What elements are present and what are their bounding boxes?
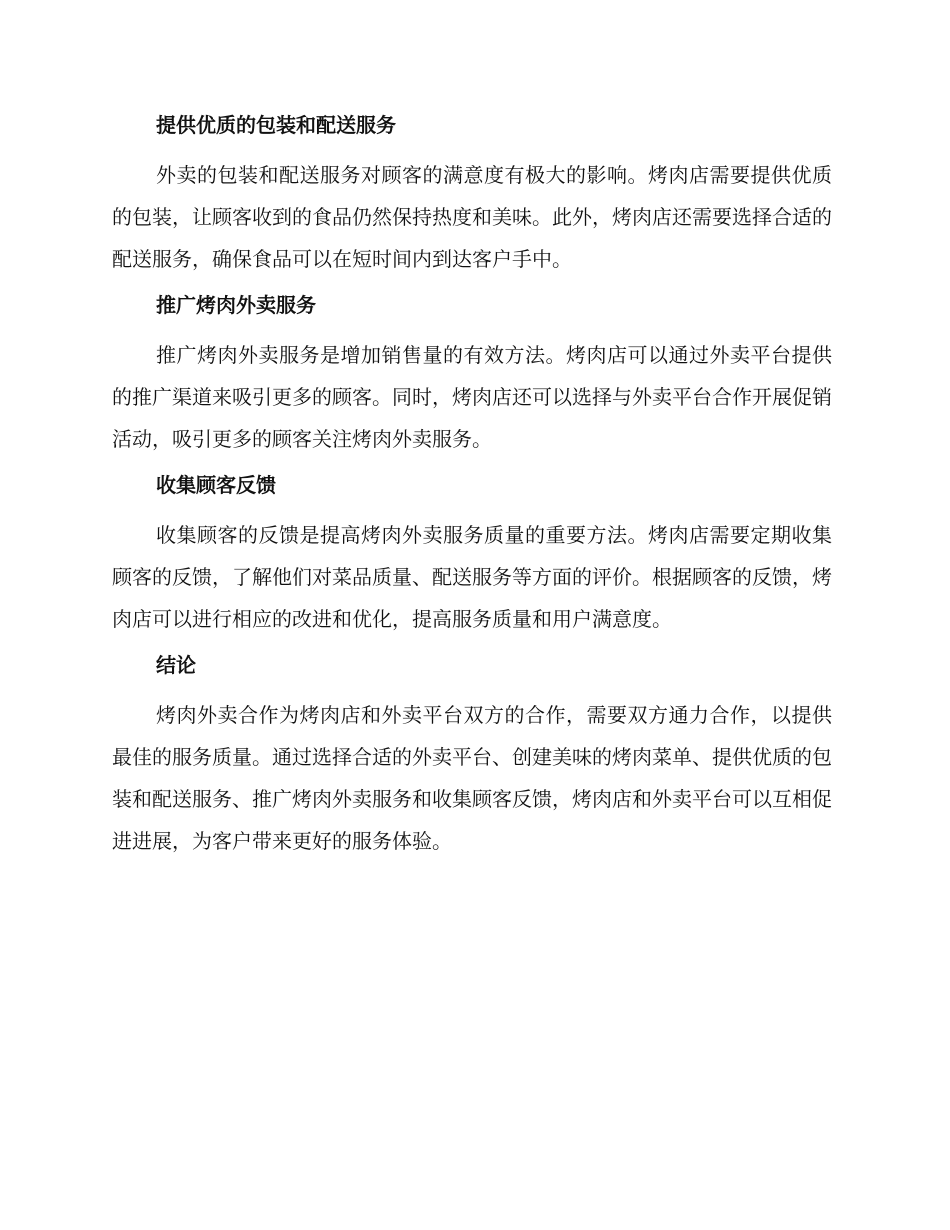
section-heading: 推广烤肉外卖服务 <box>156 293 316 317</box>
section-paragraph: 外卖的包装和配送服务对顾客的满意度有极大的影响。烤肉店需要提供优质的包装，让顾客收到的食品仍然保持热度和美味。此外，烤肉店还需要选择合适的配送服务，确保食品可以在短时间内到达客户手中。 <box>112 163 832 271</box>
section-feedback <box>112 468 832 640</box>
section-heading: 收集顾客反馈 <box>156 473 276 497</box>
section-promotion <box>112 288 832 460</box>
section-paragraph: 收集顾客的反馈是提高烤肉外卖服务质量的重要方法。烤肉店需要定期收集顾客的反馈，了解他们对菜品质量、配送服务等方面的评价。根据顾客的反馈，烤肉店可以进行相应的改进和优化，提高服务质量和用户满意度。 <box>112 523 832 631</box>
section-heading: 结论 <box>156 653 196 677</box>
section-paragraph: 烤肉外卖合作为烤肉店和外卖平台双方的合作，需要双方通力合作，以提供最佳的服务质量。通过选择合适的外卖平台、创建美味的烤肉菜单、提供优质的包装和配送服务、推广烤肉外卖服务和收集顾客反馈，烤肉店和外卖平台可以互相促进进展，为客户带来更好的服务体验。 <box>112 703 832 853</box>
section-packaging-delivery <box>112 108 832 280</box>
document-page <box>112 108 832 870</box>
section-conclusion <box>112 648 832 862</box>
section-heading: 提供优质的包装和配送服务 <box>156 113 396 137</box>
section-paragraph: 推广烤肉外卖服务是增加销售量的有效方法。烤肉店可以通过外卖平台提供的推广渠道来吸引更多的顾客。同时，烤肉店还可以选择与外卖平台合作开展促销活动，吸引更多的顾客关注烤肉外卖服务。 <box>112 343 832 451</box>
